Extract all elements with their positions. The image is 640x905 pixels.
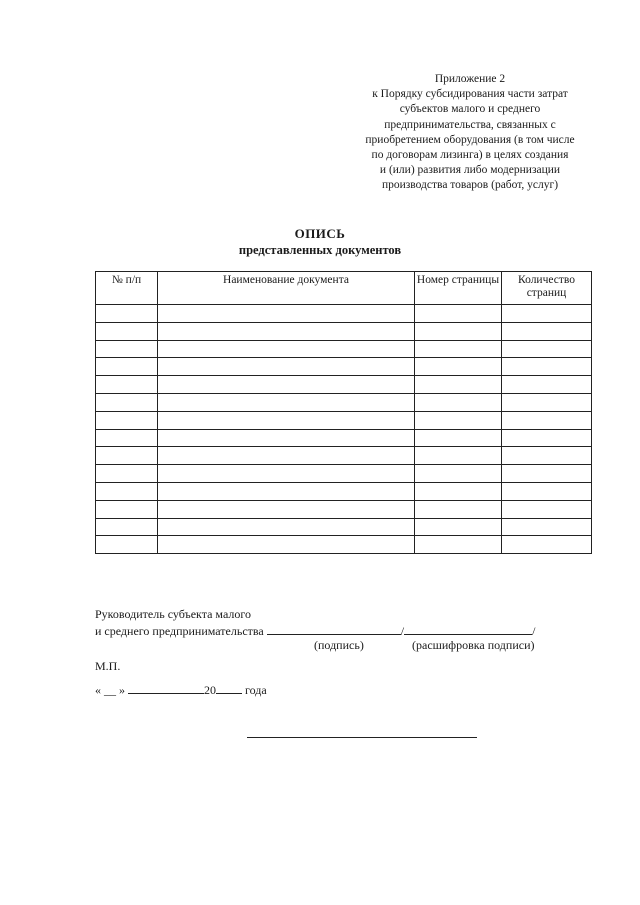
bottom-divider-line [247, 737, 477, 738]
cell-number[interactable] [96, 447, 158, 465]
cell-number[interactable] [96, 429, 158, 447]
cell-document-name[interactable] [158, 376, 415, 394]
cell-number[interactable] [96, 536, 158, 554]
cell-page-number[interactable] [415, 376, 502, 394]
signature-slash-end: / [532, 624, 536, 638]
cell-page-number[interactable] [415, 305, 502, 323]
header-page-number: Номер страницы [415, 272, 502, 305]
table-row [96, 393, 592, 411]
date-open-quote: « [95, 683, 101, 697]
documents-table [95, 271, 592, 554]
appendix-line: по договорам лизинга) в целях создания [371, 149, 569, 162]
appendix-line: к Порядку субсидирования части затрат [372, 88, 568, 101]
cell-page-number[interactable] [415, 536, 502, 554]
cell-page-count[interactable] [502, 411, 592, 429]
cell-page-number[interactable] [415, 429, 502, 447]
cell-document-name[interactable] [158, 500, 415, 518]
date-year-field[interactable] [216, 681, 242, 694]
cell-number[interactable] [96, 518, 158, 536]
cell-document-name[interactable] [158, 536, 415, 554]
cell-page-number[interactable] [415, 465, 502, 483]
cell-number[interactable] [96, 340, 158, 358]
cell-number[interactable] [96, 482, 158, 500]
table-row [96, 376, 592, 394]
cell-page-number[interactable] [415, 340, 502, 358]
date-year-prefix: 20 [204, 683, 216, 697]
appendix-line: и (или) развития либо модернизации [379, 164, 561, 177]
table-row [96, 429, 592, 447]
cell-page-count[interactable] [502, 482, 592, 500]
caption-signature-decode: (расшифровка подписи) [412, 638, 535, 652]
cell-page-number[interactable] [415, 358, 502, 376]
cell-page-count[interactable] [502, 393, 592, 411]
table-row [96, 305, 592, 323]
signature-field[interactable] [267, 622, 401, 635]
table-row [96, 340, 592, 358]
header-page-count: Количество страниц [502, 272, 592, 305]
cell-document-name[interactable] [158, 322, 415, 340]
signature-decode-field[interactable] [404, 622, 532, 635]
cell-document-name[interactable] [158, 429, 415, 447]
cell-number[interactable] [96, 465, 158, 483]
table-row [96, 518, 592, 536]
signature-label-line1: Руководитель субъекта малого [95, 607, 251, 621]
stamp-place: М.П. [95, 659, 121, 673]
caption-signature: (подпись) [314, 638, 364, 652]
cell-number[interactable] [96, 358, 158, 376]
appendix-line: Приложение 2 [434, 73, 506, 85]
cell-page-count[interactable] [502, 500, 592, 518]
date-day-blank[interactable]: __ [104, 683, 116, 697]
cell-number[interactable] [96, 305, 158, 323]
cell-number[interactable] [96, 376, 158, 394]
cell-number[interactable] [96, 393, 158, 411]
table-row [96, 358, 592, 376]
cell-page-number[interactable] [415, 518, 502, 536]
signature-block [95, 607, 535, 639]
header-number: № п/п [96, 272, 158, 305]
appendix-line: предпринимательства, связанных с [384, 118, 556, 131]
cell-document-name[interactable] [158, 305, 415, 323]
cell-page-count[interactable] [502, 518, 592, 536]
title-main: ОПИСЬ [294, 226, 346, 241]
table-row [96, 322, 592, 340]
date-close-quote: » [119, 683, 125, 697]
date-line [95, 681, 267, 698]
title-sub: представленных документов [238, 243, 402, 257]
cell-page-count[interactable] [502, 536, 592, 554]
table-row [96, 536, 592, 554]
cell-page-count[interactable] [502, 358, 592, 376]
cell-document-name[interactable] [158, 482, 415, 500]
signature-label-line2: и среднего предпринимательства [95, 624, 264, 638]
cell-page-number[interactable] [415, 447, 502, 465]
table-row [96, 447, 592, 465]
appendix-header [345, 72, 595, 194]
cell-page-count[interactable] [502, 305, 592, 323]
date-month-field[interactable] [128, 681, 204, 694]
table-row [96, 500, 592, 518]
cell-number[interactable] [96, 500, 158, 518]
cell-document-name[interactable] [158, 518, 415, 536]
cell-page-count[interactable] [502, 322, 592, 340]
table-row [96, 482, 592, 500]
cell-page-count[interactable] [502, 340, 592, 358]
cell-page-number[interactable] [415, 500, 502, 518]
cell-page-number[interactable] [415, 322, 502, 340]
date-year-suffix: года [245, 683, 267, 697]
table-row [96, 465, 592, 483]
cell-document-name[interactable] [158, 340, 415, 358]
table-body [96, 305, 592, 554]
cell-page-number[interactable] [415, 393, 502, 411]
cell-number[interactable] [96, 411, 158, 429]
cell-page-count[interactable] [502, 376, 592, 394]
signature-slash: / [400, 624, 405, 638]
header-document-name: Наименование документа [158, 272, 415, 305]
appendix-line: производства товаров (работ, услуг) [381, 179, 559, 192]
cell-page-number[interactable] [415, 482, 502, 500]
table-header-row [96, 272, 592, 305]
cell-page-count[interactable] [502, 429, 592, 447]
cell-document-name[interactable] [158, 447, 415, 465]
cell-document-name[interactable] [158, 393, 415, 411]
cell-page-count[interactable] [502, 447, 592, 465]
cell-page-number[interactable] [415, 411, 502, 429]
appendix-line: субъектов малого и среднего [399, 103, 541, 116]
document-title [0, 226, 640, 258]
appendix-line: приобретением оборудования (в том числе [365, 133, 575, 146]
table-row [96, 411, 592, 429]
cell-page-count[interactable] [502, 465, 592, 483]
cell-document-name[interactable] [158, 465, 415, 483]
cell-number[interactable] [96, 322, 158, 340]
cell-document-name[interactable] [158, 411, 415, 429]
cell-document-name[interactable] [158, 358, 415, 376]
